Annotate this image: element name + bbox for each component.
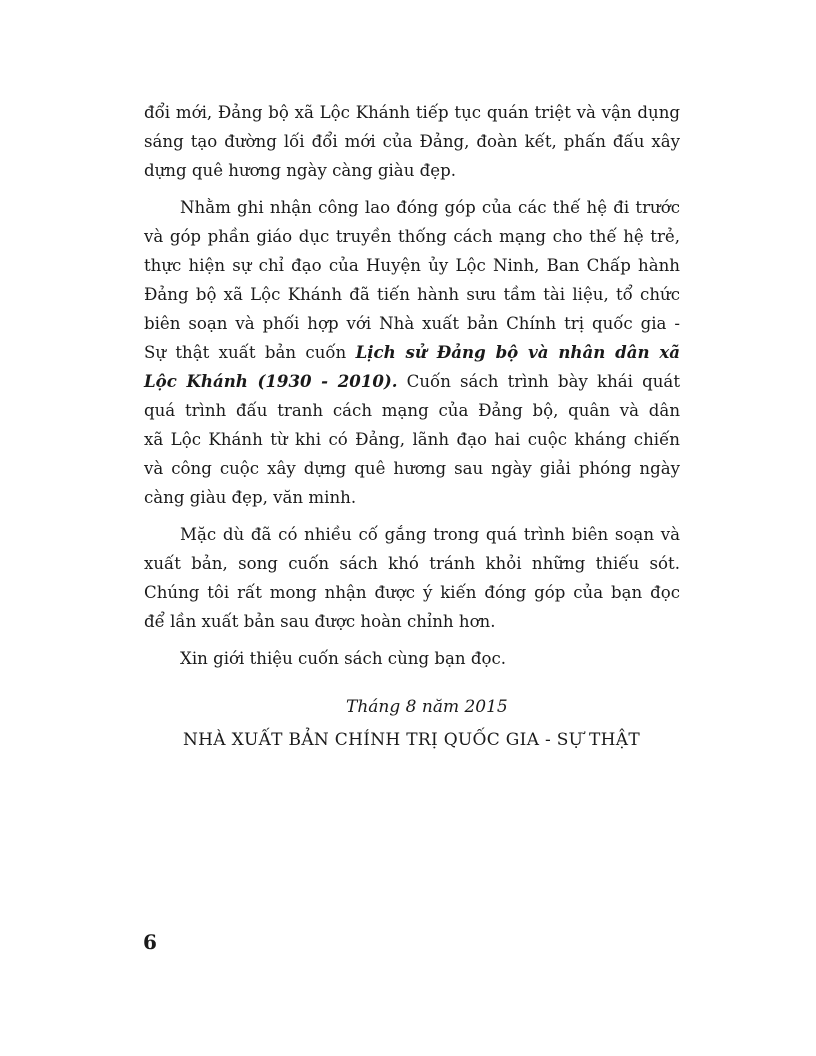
text-line: quá trình đấu tranh cách mạng của Đảng bộ, quân và dân xyxy=(144,401,680,420)
text-line: Chúng tôi rất mong nhận được ý kiến đóng góp của bạn đọc xyxy=(144,583,680,602)
body-text xyxy=(144,98,680,681)
text-line: Mặc dù đã có nhiều cố gắng trong quá trình biên soạn và xyxy=(180,525,680,544)
text-line xyxy=(144,367,680,396)
date-line: Tháng 8 năm 2015 xyxy=(346,697,508,717)
text-line: và công cuộc xây dựng quê hương sau ngày giải phóng ngày xyxy=(144,459,680,478)
book-title: Lộc Khánh (1930 - 2010). xyxy=(144,371,398,391)
paragraph-2 xyxy=(144,193,680,512)
text-line: biên soạn và phối hợp với Nhà xuất bản Chính trị quốc gia - xyxy=(144,314,680,333)
paragraph-3 xyxy=(144,520,680,636)
text-line xyxy=(144,338,680,367)
text-line: dựng quê hương ngày càng giàu đẹp. xyxy=(144,161,456,180)
text-span: Sự thật xuất bản cuốn xyxy=(144,343,356,362)
text-line: và góp phần giáo dục truyền thống cách mạng cho thế hệ trẻ, xyxy=(144,227,680,246)
text-line: xuất bản, song cuốn sách khó tránh khỏi những thiếu sót. xyxy=(144,554,680,573)
text-line: đổi mới, Đảng bộ xã Lộc Khánh tiếp tục quán triệt và vận dụng xyxy=(144,103,680,122)
text-line: sáng tạo đường lối đổi mới của Đảng, đoàn kết, phấn đấu xây xyxy=(144,132,680,151)
page-number: 6 xyxy=(143,930,157,954)
publisher-name: NHÀ XUẤT BẢN CHÍNH TRỊ QUỐC GIA - SỰ THẬT xyxy=(183,730,640,750)
text-span: Cuốn sách trình bày khái quát xyxy=(397,372,680,391)
text-line: Đảng bộ xã Lộc Khánh đã tiến hành sưu tầm tài liệu, tổ chức xyxy=(144,285,680,304)
paragraph-4 xyxy=(144,644,680,673)
paragraph-1 xyxy=(144,98,680,185)
text-line: thực hiện sự chỉ đạo của Huyện ủy Lộc Ninh, Ban Chấp hành xyxy=(144,256,680,275)
text-line: xã Lộc Khánh từ khi có Đảng, lãnh đạo hai cuộc kháng chiến xyxy=(144,430,680,449)
text-line: càng giàu đẹp, văn minh. xyxy=(144,488,357,507)
text-line: Nhằm ghi nhận công lao đóng góp của các thế hệ đi trước xyxy=(180,198,680,217)
text-line: Xin giới thiệu cuốn sách cùng bạn đọc. xyxy=(180,649,507,668)
text-line: để lần xuất bản sau được hoàn chỉnh hơn. xyxy=(144,612,496,631)
book-title: Lịch sử Đảng bộ và nhân dân xã xyxy=(355,342,681,362)
